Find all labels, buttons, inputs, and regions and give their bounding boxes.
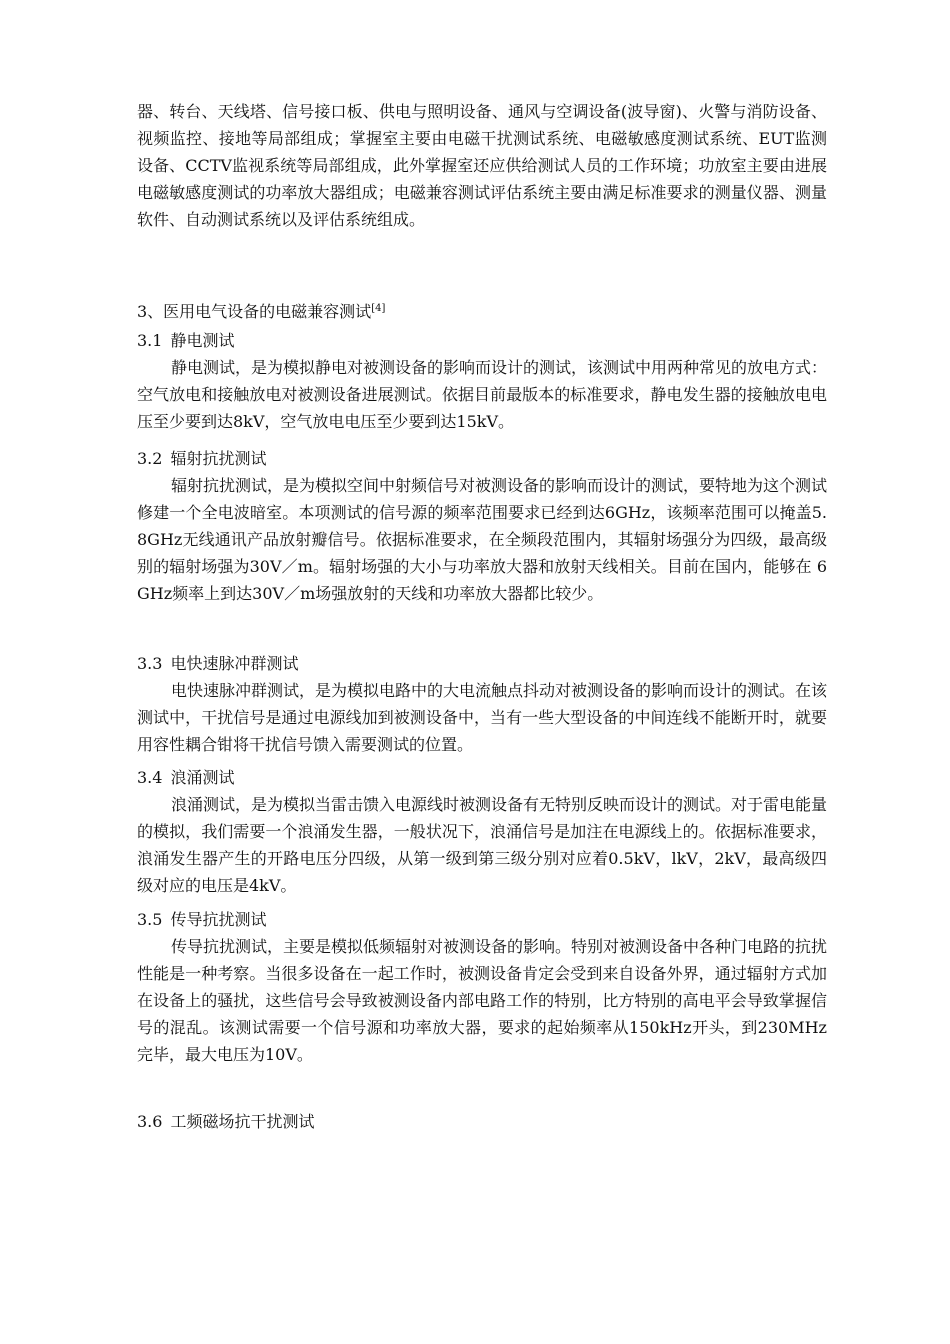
subsection-paragraph: 传导抗扰测试，主要是模拟低频辐射对被测设备的影响。特别对被测设备中各种门电路的抗扰性能是一种考察。当很多设备在一起工作时，被测设备肯定会受到来自设备外界，通过辐射方式加在设备上的骚扰，这些信号会导致被测设备内部电路工作的特别，比方特别的高电平会导致掌握信号的混乱。该测试需要一个信号源和功率放大器，要求的起始频率从150kHz开头，到230MHz完毕，最大电压为10V。 [137, 937, 828, 1064]
subsection-title: 工频磁场抗干扰测试 [170, 1112, 315, 1131]
subsection-title: 浪涌测试 [170, 768, 235, 787]
subsection-number: 3.4 [137, 768, 163, 787]
subsection-paragraph: 静电测试，是为模拟静电对被测设备的影响而设计的测试，该测试中用两种常见的放电方式：空气放电和接触放电对被测设备进展测试。依据目前最版本的标准要求，静电发生器的接触放电电压至少要到达8kV，空气放电电压至少要到达15kV。 [137, 358, 828, 431]
subsection-heading [137, 906, 827, 933]
subsection-heading [137, 1108, 827, 1135]
subsection-title: 传导抗扰测试 [170, 910, 267, 929]
subsection-title: 静电测试 [170, 331, 235, 350]
section-3-heading [137, 298, 827, 328]
subsection-heading [137, 445, 827, 472]
subsection-number: 3.1 [137, 331, 163, 350]
subsection-3-3 [137, 650, 827, 758]
subsection-3-4 [137, 764, 827, 899]
subsection-number: 3.5 [137, 910, 163, 929]
subsection-paragraph: 浪涌测试，是为模拟当雷击馈入电源线时被测设备有无特别反映而设计的测试。对于雷电能量的模拟，我们需要一个浪涌发生器，一般状况下，浪涌信号是加注在电源线上的。依据标准要求，浪涌发生器产生的开路电压分四级，从第一级到第三级分别对应着0.5kV，lkV，2kV，最高级四级对应的电压是4kV。 [137, 795, 828, 895]
subsection-heading [137, 764, 827, 791]
subsection-3-2 [137, 445, 827, 607]
subsection-title: 辐射抗扰测试 [170, 449, 267, 468]
subsection-3-5 [137, 906, 827, 1068]
subsection-paragraph: 辐射抗扰测试，是为模拟空间中射频信号对被测设备的影响而设计的测试，要特地为这个测试修建一个全电波暗室。本项测试的信号源的频率范围要求已经到达6GHz，该频率范围可以掩盖5.8GHz无线通讯产品放射瓣信号。依据标准要求，在全频段范围内，其辐射场强分为四级，最高级别的辐射场强为30V／m。辐射场强的大小与功率放大器和放射天线相关。目前在国内，能够在 6GHz频率上到达30V／m场强放射的天线和功率放大器都比较少。 [137, 476, 828, 603]
intro-block [137, 98, 827, 233]
intro-paragraph: 器、转台、天线塔、信号接口板、供电与照明设备、通风与空调设备(波导窗)、火警与消防设备、视频监控、接地等局部组成；掌握室主要由电磁干扰测试系统、电磁敏感度测试系统、EUT监测设备、CCTV监视系统等局部组成，此外掌握室还应供给测试人员的工作环境；功放室主要由进展电磁敏感度测试的功率放大器组成；电磁兼容测试评估系统主要由满足标准要求的测量仪器、测量软件、自动测试系统以及评估系统组成。 [137, 102, 827, 229]
subsection-number: 3.2 [137, 449, 163, 468]
section-3-title: 3、医用电气设备的电磁兼容测试 [137, 302, 372, 321]
section-3-reference: [4] [371, 303, 386, 314]
subsection-number: 3.6 [137, 1112, 163, 1131]
subsection-heading [137, 650, 827, 677]
subsection-3-6 [137, 1108, 827, 1135]
subsection-heading [137, 327, 827, 354]
subsection-paragraph: 电快速脉冲群测试，是为模拟电路中的大电流触点抖动对被测设备的影响而设计的测试。在该测试中，干扰信号是通过电源线加到被测设备中，当有一些大型设备的中间连线不能断开时，就要用容性耦合钳将干扰信号馈入需要测试的位置。 [137, 681, 828, 754]
subsection-title: 电快速脉冲群测试 [170, 654, 299, 673]
subsection-number: 3.3 [137, 654, 163, 673]
subsection-3-1 [137, 327, 827, 435]
